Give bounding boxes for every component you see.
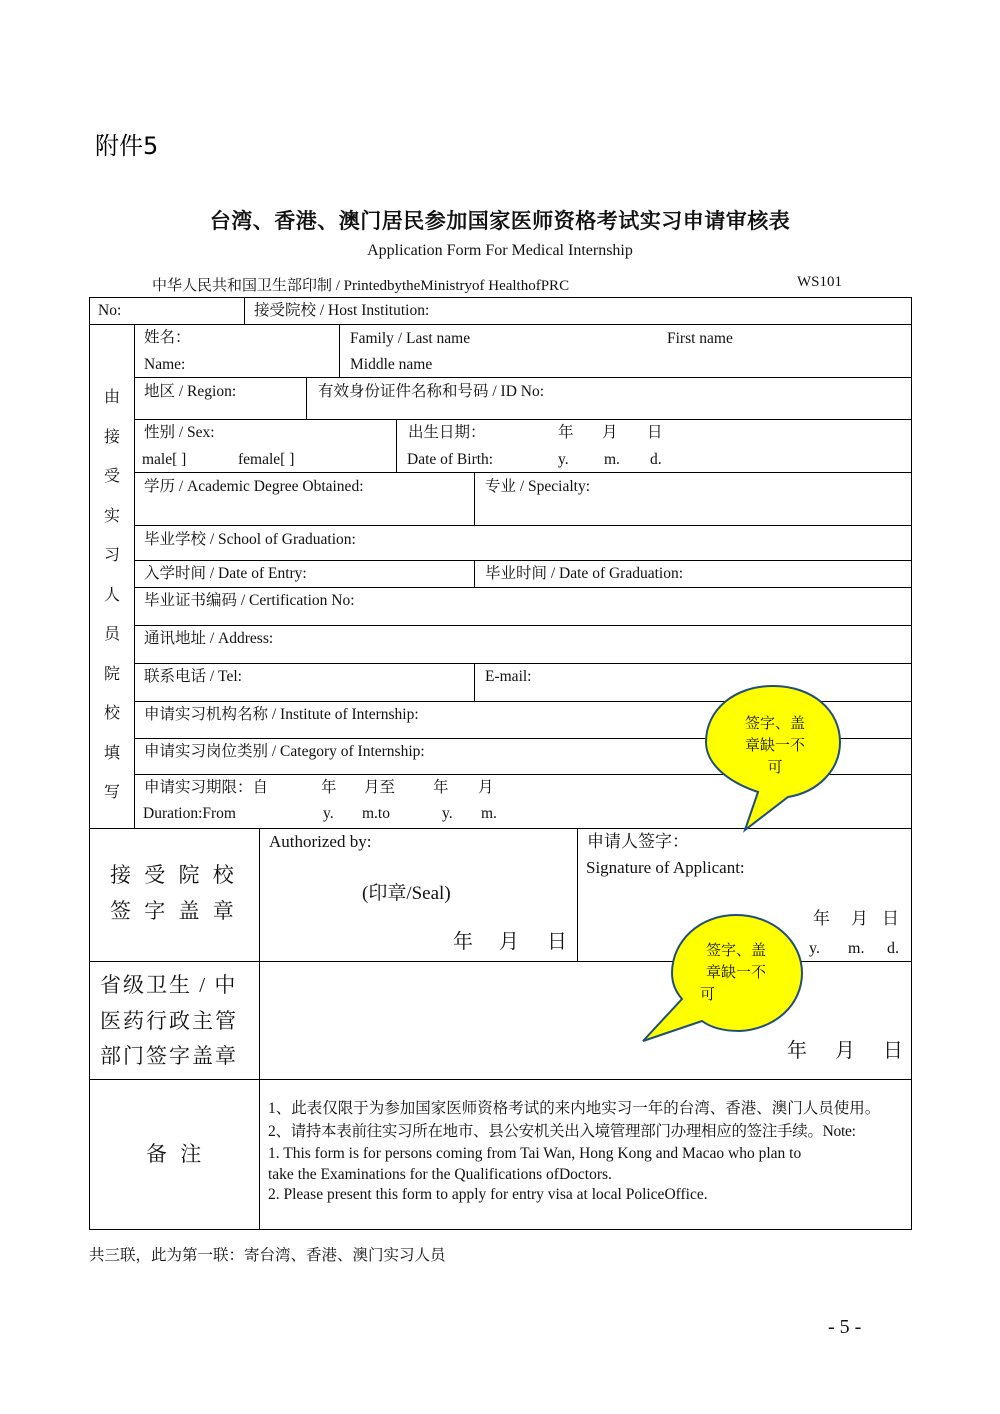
name-label-en: Name: (144, 356, 186, 373)
row-divider (134, 560, 911, 561)
dob-day-en: d. (650, 451, 662, 468)
row-divider (134, 419, 911, 420)
col-divider (577, 828, 578, 961)
provincial-label-line1: 省级卫生 / 中 (100, 973, 238, 997)
applicant-sign-month-cn: 月 (851, 909, 868, 928)
name-label-cn: 姓名： (144, 329, 191, 346)
sex-label: 性别 / Sex: (144, 424, 215, 441)
applicant-sign-year-cn: 年 (813, 909, 830, 928)
email-label: E-mail: (485, 668, 532, 685)
duration-year2-en: y. (442, 805, 453, 822)
middle-name-label: Middle name (350, 356, 433, 373)
provincial-day: 日 (883, 1040, 903, 1062)
note-line-2: 2、请持本表前往实习所在地市、县公安机关出入境管理部门办理相应的签注手续。Note: (268, 1123, 856, 1140)
host-sign-day: 日 (547, 931, 567, 953)
duration-month2-en: m. (481, 805, 497, 822)
duration-month2-cn: 月 (478, 779, 494, 796)
male-checkbox[interactable]: male[ ] (142, 451, 187, 468)
applicant-sign-label-en: Signature of Applicant: (586, 858, 745, 877)
note-line-4: take the Examinations for the Qualifications ofDoctors. (268, 1166, 612, 1183)
col-divider (396, 419, 397, 472)
duration-month-to-cn: 月至 (364, 779, 396, 796)
address-label: 通讯地址 / Address: (144, 630, 274, 647)
filled-by-host-label: 由 接 受 实 习 人 员 院 校 填 写 (103, 389, 120, 801)
col-divider (306, 377, 307, 419)
row-divider (134, 587, 911, 588)
note-line-1: 1、此表仅限于为参加国家医师资格考试的来内地实习一年的台湾、香港、澳门人员使用。 (268, 1100, 881, 1117)
family-name-label: Family / Last name (350, 330, 471, 347)
academic-degree-label: 学历 / Academic Degree Obtained: (144, 478, 364, 495)
duration-month-to-en: m.to (362, 805, 390, 822)
dob-year-cn: 年 (558, 424, 574, 441)
row-divider (134, 525, 911, 526)
provincial-year: 年 (787, 1040, 807, 1062)
duration-year-cn: 年 (321, 779, 337, 796)
first-name-label: First name (667, 330, 733, 347)
applicant-sign-month-en: m. (848, 940, 865, 957)
certification-label: 毕业证书编码 / Certification No: (144, 592, 355, 609)
col-divider (244, 298, 245, 324)
tel-label: 联系电话 / Tel: (144, 668, 242, 685)
region-label: 地区 / Region: (144, 383, 237, 400)
school-label: 毕业学校 / School of Graduation: (144, 531, 356, 548)
form-title-chinese: 台湾、香港、澳门居民参加国家医师资格考试实习申请审核表 (209, 209, 791, 233)
col-divider (474, 472, 475, 525)
category-label: 申请实习岗位类别 / Category of Internship: (144, 743, 425, 760)
id-number-label: 有效身份证件名称和号码 / ID No: (318, 383, 545, 400)
col-divider (259, 828, 260, 1230)
dob-label-cn: 出生日期： (408, 424, 486, 441)
duration-year-en: y. (323, 805, 334, 822)
no-label: No: (98, 302, 122, 319)
host-sign-label-line2: 签 字 盖 章 (110, 899, 238, 923)
provincial-label-line3: 部门签字盖章 (100, 1044, 238, 1068)
row-divider (90, 324, 911, 325)
form-title-english: Application Form For Medical Internship (367, 242, 633, 259)
row-divider (134, 472, 911, 473)
row-divider (134, 625, 911, 626)
authorized-by-label: Authorized by: (269, 832, 372, 851)
note-line-3: 1. This form is for persons coming from Tai Wan, Hong Kong and Macao who plan to (268, 1145, 802, 1162)
host-sign-year: 年 (453, 931, 473, 953)
specialty-label: 专业 / Specialty: (485, 478, 591, 495)
dob-month-en: m. (604, 451, 620, 468)
host-sign-month: 月 (499, 931, 519, 953)
row-divider (134, 377, 911, 378)
provincial-label-line2: 医药行政主管 (100, 1009, 238, 1033)
dob-year-en: y. (558, 451, 569, 468)
dob-label-en: Date of Birth: (407, 451, 494, 468)
applicant-sign-label-cn: 申请人签字： (587, 832, 689, 851)
remarks-label: 备 注 (146, 1142, 206, 1166)
row-divider (134, 663, 911, 664)
applicant-sign-day-en: d. (887, 940, 899, 957)
graduation-date-label: 毕业时间 / Date of Graduation: (485, 565, 684, 582)
applicant-sign-year-en: y. (809, 940, 820, 957)
duration-label-en: Duration:From (143, 805, 236, 822)
female-checkbox[interactable]: female[ ] (238, 451, 295, 468)
institute-label: 申请实习机构名称 / Institute of Internship: (144, 706, 419, 723)
provincial-month: 月 (835, 1040, 855, 1062)
page-number: - 5 - (828, 1316, 862, 1338)
seal-label: (印章/Seal) (362, 883, 451, 904)
col-divider (339, 324, 340, 377)
annex-label: 附件5 (95, 132, 159, 160)
row-divider (90, 1079, 911, 1080)
col-divider (474, 560, 475, 587)
dob-month-cn: 月 (602, 424, 618, 441)
host-institution-label: 接受院校 / Host Institution: (254, 302, 430, 319)
col-divider (474, 663, 475, 701)
callout-text-2: 签字、盖 章缺一不 可 (700, 941, 766, 1003)
note-line-5: 2. Please present this form to apply for entry visa at local PoliceOffice. (268, 1186, 708, 1203)
form-code: WS101 (797, 274, 842, 290)
col-divider (134, 324, 135, 828)
duration-label-cn: 申请实习期限：自 (144, 779, 269, 796)
copy-note: 共三联，此为第一联：寄台湾、香港、澳门实习人员 (89, 1247, 446, 1264)
dob-day-cn: 日 (647, 424, 663, 441)
applicant-sign-day-cn: 日 (882, 909, 899, 928)
printed-by: 中华人民共和国卫生部印制 / PrintedbytheMinistryof HealthofPRC (152, 278, 570, 294)
host-sign-label-line1: 接 受 院 校 (110, 863, 238, 887)
duration-year2-cn: 年 (433, 779, 449, 796)
callout-text-1: 签字、盖 章缺一不 可 (744, 714, 805, 776)
entry-date-label: 入学时间 / Date of Entry: (144, 565, 307, 582)
